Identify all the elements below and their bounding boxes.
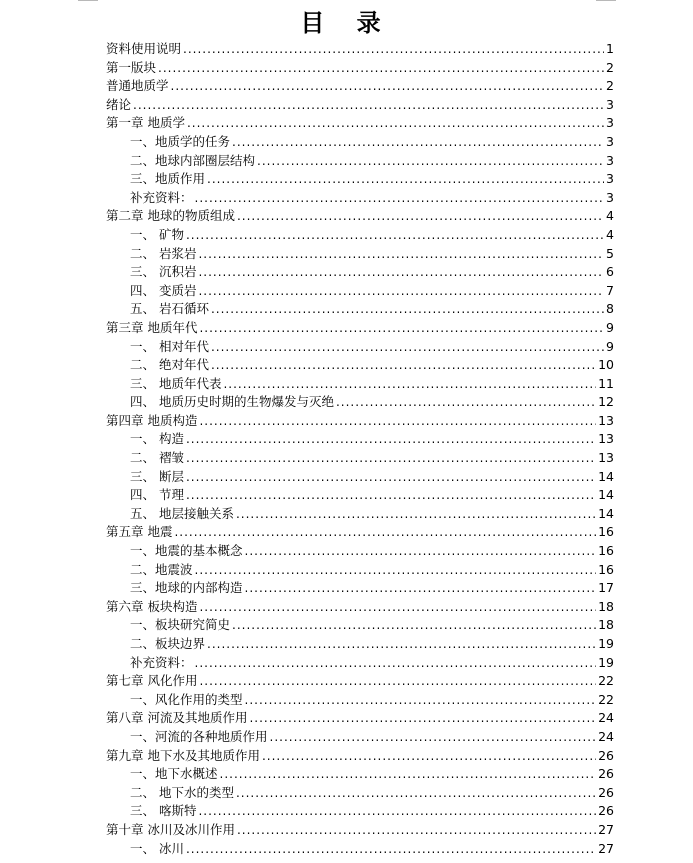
toc-page-number: 1 xyxy=(606,41,614,56)
toc-entry-label: 二、 褶皱 xyxy=(130,450,184,466)
toc-page-number: 19 xyxy=(598,654,614,670)
toc-page-number: 6 xyxy=(606,264,614,280)
toc-dot-leader xyxy=(257,152,604,171)
toc-subentry[interactable] xyxy=(106,152,614,171)
toc-dot-leader xyxy=(199,412,596,431)
toc-subentry[interactable] xyxy=(106,226,614,245)
toc-entry-label: 普通地质学 xyxy=(106,78,169,94)
toc-entry-label: 一、风化作用的类型 xyxy=(130,691,243,707)
toc-entry[interactable] xyxy=(106,523,614,542)
toc-entry-label: 第二章 地球的物质组成 xyxy=(106,208,235,224)
toc-dot-leader xyxy=(270,728,597,747)
toc-subentry[interactable] xyxy=(106,430,614,449)
toc-list xyxy=(106,40,614,858)
toc-dot-leader xyxy=(211,338,604,357)
toc-dot-leader xyxy=(236,505,596,524)
toc-page-number: 16 xyxy=(598,561,614,577)
toc-page-number: 3 xyxy=(606,133,614,149)
toc-dot-leader xyxy=(195,561,597,580)
toc-dot-leader xyxy=(186,430,596,449)
toc-page-number: 24 xyxy=(598,710,614,726)
toc-dot-leader xyxy=(198,282,604,301)
toc-page-number: 13 xyxy=(598,450,614,466)
toc-dot-leader xyxy=(220,765,597,784)
toc-dot-leader xyxy=(336,393,596,412)
toc-entry-label: 一、 矿物 xyxy=(130,226,184,242)
toc-subentry[interactable] xyxy=(106,505,614,524)
toc-dot-leader xyxy=(186,486,596,505)
toc-subentry[interactable] xyxy=(106,542,614,561)
toc-dot-leader xyxy=(211,300,604,319)
toc-dot-leader xyxy=(195,654,597,673)
toc-page-number: 27 xyxy=(598,840,614,856)
toc-page-number: 22 xyxy=(598,673,614,689)
toc-dot-leader xyxy=(195,189,604,208)
toc-page-number: 3 xyxy=(606,115,614,131)
toc-entry-label: 补充资料： xyxy=(130,189,193,205)
toc-entry-label: 四、 节理 xyxy=(130,487,184,503)
toc-entry[interactable] xyxy=(106,59,614,78)
toc-dot-leader xyxy=(186,449,596,468)
toc-entry-label: 资料使用说明 xyxy=(106,41,182,56)
toc-subentry[interactable] xyxy=(106,133,614,152)
toc-dot-leader xyxy=(232,616,596,635)
toc-entry-label: 三、地球的内部构造 xyxy=(130,580,243,596)
toc-subentry[interactable] xyxy=(106,802,614,821)
toc-title: 目 录 xyxy=(300,8,393,37)
toc-dot-leader xyxy=(199,319,604,338)
toc-entry-label: 补充资料： xyxy=(130,654,193,670)
toc-subentry[interactable] xyxy=(106,282,614,301)
toc-page-number: 5 xyxy=(606,245,614,261)
toc-entry-label: 四、 地质历史时期的生物爆发与灭绝 xyxy=(130,394,334,410)
toc-page-number: 3 xyxy=(606,189,614,205)
toc-page-number: 8 xyxy=(606,301,614,317)
page-corner-mark-right xyxy=(596,0,616,1)
toc-dot-leader xyxy=(199,672,596,691)
toc-dot-leader xyxy=(186,468,596,487)
toc-entry-label: 第九章 地下水及其地质作用 xyxy=(106,747,260,763)
toc-subentry[interactable] xyxy=(106,561,614,580)
toc-entry-label: 一、板块研究简史 xyxy=(130,617,231,633)
toc-page-number: 16 xyxy=(598,524,614,540)
toc-page-number: 19 xyxy=(598,636,614,651)
toc-dot-leader xyxy=(245,542,597,561)
toc-dot-leader xyxy=(207,170,604,189)
toc-page-number: 9 xyxy=(606,319,614,335)
toc-page-number: 14 xyxy=(598,487,614,503)
toc-page-number: 14 xyxy=(598,468,614,484)
toc-page-number: 7 xyxy=(606,282,614,298)
toc-dot-leader xyxy=(158,59,604,78)
toc-entry-label: 第一章 地质学 xyxy=(106,115,185,131)
toc-page-number: 17 xyxy=(598,580,614,596)
toc-entry-label: 一、 构造 xyxy=(130,431,184,447)
toc-dot-leader xyxy=(186,226,604,245)
toc-page-number: 2 xyxy=(606,78,614,94)
toc-dot-leader xyxy=(245,691,597,710)
toc-subentry[interactable] xyxy=(106,486,614,505)
toc-subentry[interactable] xyxy=(106,189,614,208)
toc-entry-label: 二、板块边界 xyxy=(130,636,206,651)
toc-page-number: 9 xyxy=(606,338,614,354)
toc-entry[interactable] xyxy=(106,207,614,226)
toc-subentry[interactable] xyxy=(106,579,614,598)
toc-page-number: 12 xyxy=(598,394,614,410)
toc-entry-label: 三、 断层 xyxy=(130,468,184,484)
toc-entry-label: 五、 岩石循环 xyxy=(130,301,209,317)
toc-entry-label: 一、 冰川 xyxy=(130,840,184,856)
toc-entry[interactable] xyxy=(106,747,614,766)
toc-entry-label: 三、地质作用 xyxy=(130,171,206,187)
toc-entry-label: 二、地球内部圈层结构 xyxy=(130,152,256,168)
toc-subentry[interactable] xyxy=(106,784,614,803)
toc-entry-label: 一、 相对年代 xyxy=(130,338,209,354)
toc-subentry[interactable] xyxy=(106,338,614,357)
toc-subentry[interactable] xyxy=(106,263,614,282)
toc-dot-leader xyxy=(262,747,596,766)
toc-page-number: 2 xyxy=(606,59,614,75)
toc-subentry[interactable] xyxy=(106,840,614,859)
toc-page-number: 26 xyxy=(598,766,614,782)
toc-dot-leader xyxy=(183,40,604,59)
toc-subentry[interactable] xyxy=(106,449,614,468)
toc-dot-leader xyxy=(199,598,596,617)
toc-subentry[interactable] xyxy=(106,728,614,747)
toc-page-number: 26 xyxy=(598,784,614,800)
toc-dot-leader xyxy=(198,245,604,264)
toc-page-number: 26 xyxy=(598,803,614,819)
toc-entry-label: 五、 地层接触关系 xyxy=(130,505,234,521)
page-corner-mark-left xyxy=(78,0,98,1)
toc-subentry[interactable] xyxy=(106,170,614,189)
toc-dot-leader xyxy=(237,207,604,226)
toc-dot-leader xyxy=(211,356,596,375)
toc-entry-label: 绪论 xyxy=(106,96,132,112)
toc-page-number: 3 xyxy=(606,96,614,112)
toc-entry-label: 第五章 地震 xyxy=(106,524,173,540)
toc-entry-label: 一、地震的基本概念 xyxy=(130,543,243,559)
toc-dot-leader xyxy=(133,96,604,115)
toc-page-number: 22 xyxy=(598,691,614,707)
toc-entry-label: 三、 喀斯特 xyxy=(130,803,197,819)
toc-page-number: 18 xyxy=(598,617,614,633)
toc-page-number: 10 xyxy=(598,357,614,373)
toc-entry-label: 第十章 冰川及冰川作用 xyxy=(106,821,235,837)
toc-subentry[interactable] xyxy=(106,654,614,673)
toc-subentry[interactable] xyxy=(106,375,614,394)
toc-entry-label: 一、地质学的任务 xyxy=(130,133,231,149)
toc-page-number: 3 xyxy=(606,171,614,187)
toc-dot-leader xyxy=(186,840,596,859)
toc-dot-leader xyxy=(237,821,596,840)
toc-subentry[interactable] xyxy=(106,765,614,784)
toc-subentry[interactable] xyxy=(106,300,614,319)
toc-subentry[interactable] xyxy=(106,616,614,635)
toc-entry-label: 二、 岩浆岩 xyxy=(130,245,197,261)
toc-page-number: 27 xyxy=(598,821,614,837)
toc-dot-leader xyxy=(249,709,596,728)
toc-entry[interactable] xyxy=(106,319,614,338)
toc-subentry[interactable] xyxy=(106,691,614,710)
toc-dot-leader xyxy=(198,263,604,282)
toc-dot-leader xyxy=(236,784,596,803)
toc-entry-label: 二、 地下水的类型 xyxy=(130,784,234,800)
toc-page-number: 4 xyxy=(606,208,614,224)
toc-entry[interactable] xyxy=(106,77,614,96)
toc-entry-label: 第七章 风化作用 xyxy=(106,673,198,689)
toc-entry-label: 二、 绝对年代 xyxy=(130,357,209,373)
toc-dot-leader xyxy=(198,802,596,821)
toc-entry-label: 第八章 河流及其地质作用 xyxy=(106,710,248,726)
toc-dot-leader xyxy=(207,635,596,654)
toc-dot-leader xyxy=(187,114,604,133)
toc-page-number: 11 xyxy=(598,375,614,391)
toc-entry-label: 二、地震波 xyxy=(130,561,193,577)
toc-entry[interactable] xyxy=(106,598,614,617)
toc-entry[interactable] xyxy=(106,114,614,133)
toc-page-number: 26 xyxy=(598,747,614,763)
toc-entry-label: 一、地下水概述 xyxy=(130,766,218,782)
toc-dot-leader xyxy=(171,77,604,96)
toc-dot-leader xyxy=(245,579,597,598)
toc-entry[interactable] xyxy=(106,96,614,115)
toc-page-number: 13 xyxy=(598,431,614,447)
toc-entry[interactable] xyxy=(106,672,614,691)
toc-entry-label: 一、河流的各种地质作用 xyxy=(130,728,268,744)
toc-entry-label: 四、 变质岩 xyxy=(130,282,197,298)
toc-dot-leader xyxy=(223,375,596,394)
toc-subentry[interactable] xyxy=(106,393,614,412)
toc-page-number: 4 xyxy=(606,226,614,242)
toc-entry-label: 第四章 地质构造 xyxy=(106,412,198,428)
toc-entry-label: 第三章 地质年代 xyxy=(106,319,198,335)
toc-entry[interactable] xyxy=(106,40,614,59)
toc-page-number: 13 xyxy=(598,412,614,428)
toc-page-number: 3 xyxy=(606,152,614,168)
toc-entry[interactable] xyxy=(106,412,614,431)
toc-dot-leader xyxy=(174,523,596,542)
toc-entry-label: 第六章 板块构造 xyxy=(106,598,198,614)
toc-entry-label: 第一版块 xyxy=(106,59,157,75)
toc-entry-label: 三、 地质年代表 xyxy=(130,375,222,391)
toc-subentry[interactable] xyxy=(106,245,614,264)
toc-page-number: 24 xyxy=(598,728,614,744)
toc-entry-label: 三、 沉积岩 xyxy=(130,264,197,280)
toc-subentry[interactable] xyxy=(106,356,614,375)
toc-page-number: 14 xyxy=(598,505,614,521)
toc-subentry[interactable] xyxy=(106,635,614,654)
toc-subentry[interactable] xyxy=(106,468,614,487)
toc-dot-leader xyxy=(232,133,604,152)
toc-entry[interactable] xyxy=(106,821,614,840)
toc-page-number: 18 xyxy=(598,598,614,614)
toc-page-number: 16 xyxy=(598,543,614,559)
toc-entry[interactable] xyxy=(106,709,614,728)
